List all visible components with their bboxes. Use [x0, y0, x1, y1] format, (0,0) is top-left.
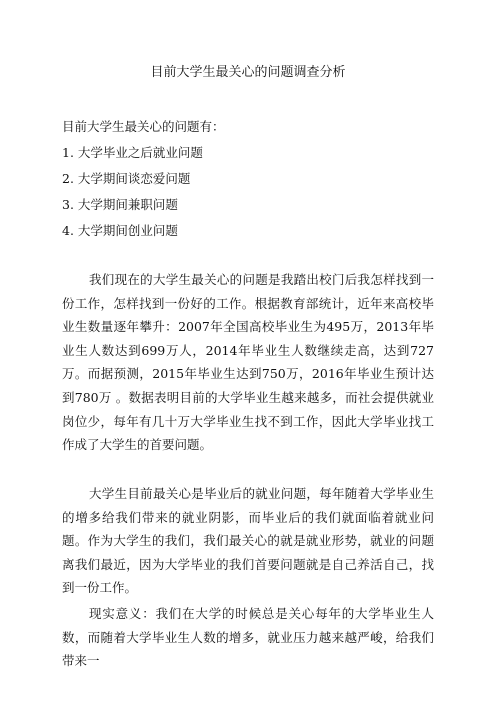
list-item: 4. 大学期间创业问题: [62, 223, 178, 238]
body-paragraph: 现实意义：我们在大学的时候总是关心每年的大学毕业生人数，而随着大学毕业生人数的增多，就业压力越来越严峻，给我们带来一: [62, 606, 434, 669]
list-item: 3. 大学期间兼职问题: [62, 197, 178, 212]
body-paragraph: 大学生目前最关心是毕业后的就业问题，每年随着大学毕业生的增多给我们带来的就业阴影，而毕业后的我们就面临着就业问题。作为大学生的我们，我们最关心的就是就业形势，就业的问题离我们最近，因为大学毕业的我们首要问题就是自己养活自己，找到一份工作。: [62, 486, 434, 596]
issue-list: [62, 145, 203, 249]
list-item: 1. 大学毕业之后就业问题: [62, 145, 203, 160]
intro-line: 目前大学生最关心的问题有：: [62, 119, 225, 134]
body-paragraph: 我们现在的大学生最关心的问题是我踏出校门后我怎样找到一份工作，怎样找到一份好的工作。根据教育部统计，近年来高校毕业生数量逐年攀升：2007年全国高校毕业生为495万，2013年毕业生人数达到699万人，2014年毕业生人数继续走高，达到727万。而据预测，2015年毕业生达到750万，2016年毕业生预计达到780万 。数据表明目前的大学毕业生越来越多，而社会提供就业岗位少，每年有几十万大学毕业生找不到工作，因此大学毕业找工作成了大学生的首要问题。: [62, 272, 434, 453]
document-title: 目前大学生最关心的问题调查分析: [150, 65, 346, 80]
list-item: 2. 大学期间谈恋爱问题: [62, 171, 191, 186]
